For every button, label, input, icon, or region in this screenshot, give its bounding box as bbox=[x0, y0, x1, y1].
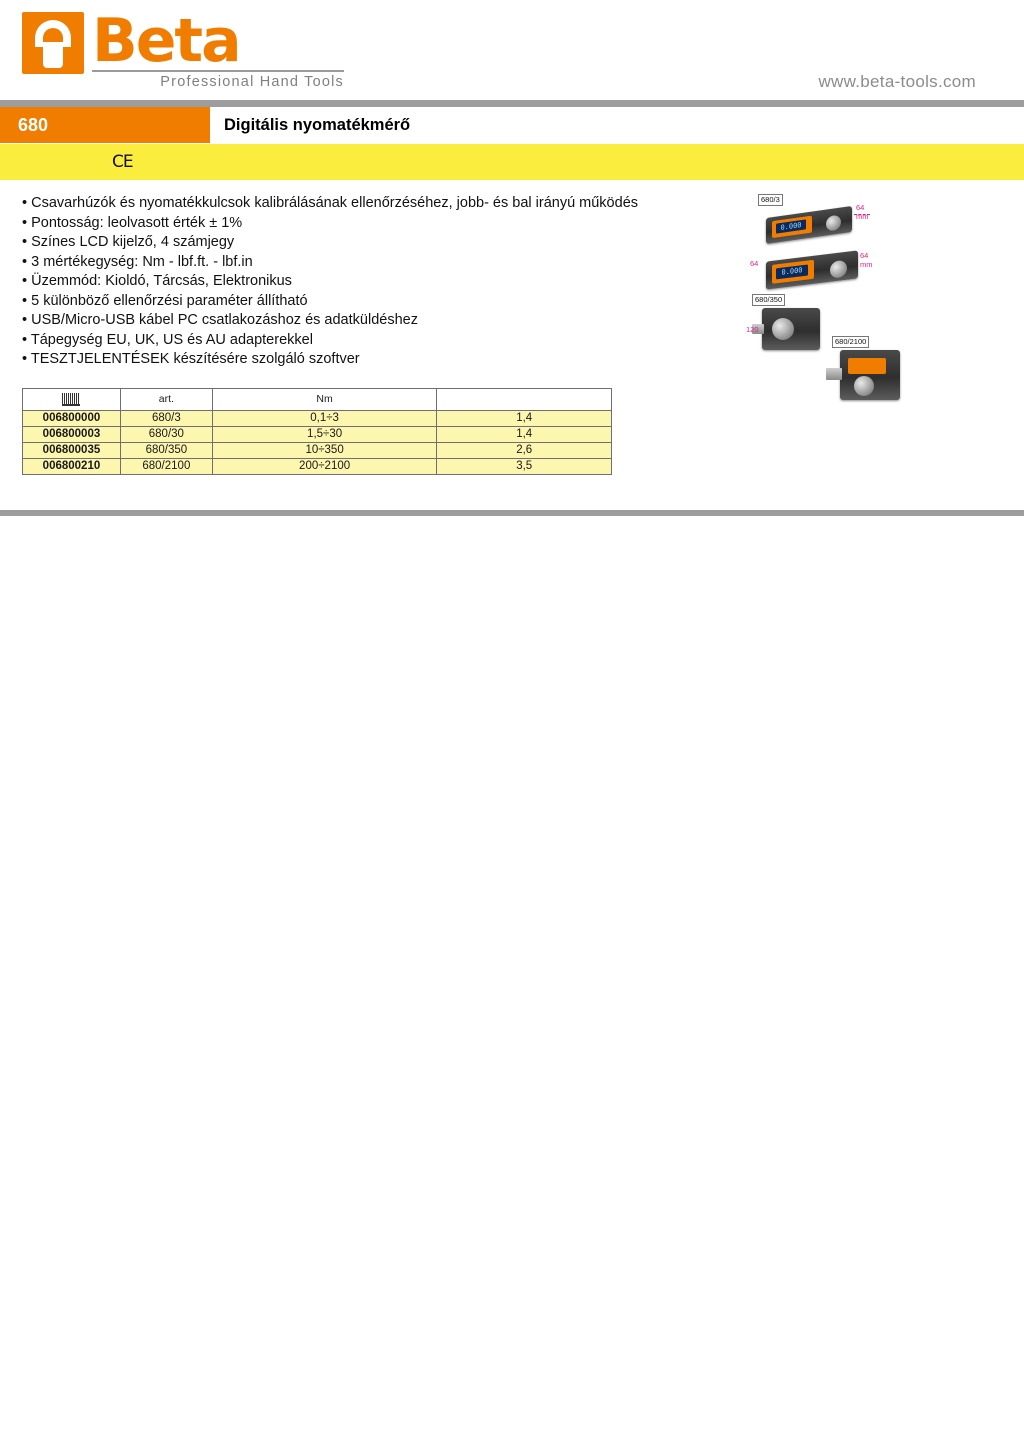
image-label: 680/3 bbox=[758, 194, 783, 206]
cell-nm: 10÷350 bbox=[212, 442, 437, 458]
image-label: 680/2100 bbox=[832, 336, 869, 348]
table-row bbox=[23, 410, 612, 426]
list-item: • 5 különböző ellenőrzési paraméter állítható bbox=[22, 292, 308, 309]
lcd-display: 0.000 bbox=[776, 219, 806, 233]
lcd-display: 0.000 bbox=[776, 264, 808, 279]
drive-square bbox=[826, 368, 842, 380]
list-item: • TESZTJELENTÉSEK készítésére szolgáló szoftver bbox=[22, 351, 360, 367]
product-image-680-2100 bbox=[818, 336, 928, 406]
cell-art: 680/2100 bbox=[120, 458, 212, 474]
brand-logo bbox=[22, 6, 344, 90]
cell-code: 006800000 bbox=[23, 410, 121, 426]
column-header-barcode bbox=[23, 388, 121, 410]
footer-divider bbox=[0, 510, 1024, 516]
dimension-unit: mm bbox=[860, 260, 873, 269]
dimension-unit: mm bbox=[856, 212, 869, 221]
cell-art: 680/350 bbox=[120, 442, 212, 458]
column-header-art: art. bbox=[120, 388, 212, 410]
list-item: • USB/Micro-USB kábel PC csatlakozáshoz és adatküldéshez bbox=[22, 312, 418, 328]
image-label: 680/350 bbox=[752, 294, 785, 306]
product-title-bar bbox=[0, 107, 1024, 144]
website-url: www.beta-tools.com bbox=[818, 72, 976, 91]
certification-band bbox=[0, 144, 1024, 180]
table-row bbox=[23, 426, 612, 442]
column-header-nm: Nm bbox=[212, 388, 437, 410]
table-row bbox=[23, 442, 612, 458]
product-image-680-3 bbox=[758, 195, 869, 246]
feature-list bbox=[22, 194, 662, 370]
dimension-label: 120 bbox=[746, 325, 759, 334]
product-table bbox=[22, 388, 612, 475]
list-item: • Üzemmód: Kioldó, Tárcsás, Elektronikus bbox=[22, 273, 292, 289]
ce-mark-icon: CE bbox=[112, 152, 133, 172]
cell-weight: 3,5 bbox=[437, 458, 612, 474]
cell-code: 006800003 bbox=[23, 426, 121, 442]
column-header-weight bbox=[437, 388, 612, 410]
product-image-panel bbox=[740, 188, 1000, 428]
dial-knob bbox=[826, 215, 841, 232]
page-title: Digitális nyomatékmérő bbox=[210, 107, 1024, 143]
cell-nm: 0,1÷3 bbox=[212, 410, 437, 426]
dial-knob bbox=[772, 318, 794, 340]
list-item: • Színes LCD kijelző, 4 számjegy bbox=[22, 234, 235, 250]
list-item: • 3 mértékegység: Nm - lbf.ft. - lbf.in bbox=[22, 253, 253, 270]
cell-nm: 1,5÷30 bbox=[212, 426, 437, 442]
table-row bbox=[23, 458, 612, 474]
barcode-icon bbox=[62, 393, 80, 406]
cell-art: 680/3 bbox=[120, 410, 212, 426]
cell-code: 006800210 bbox=[23, 458, 121, 474]
dimension-label: 64 bbox=[856, 203, 865, 212]
logo-tagline: Professional Hand Tools bbox=[92, 70, 344, 90]
cell-weight: 1,4 bbox=[437, 426, 612, 442]
dimension-label: 64 bbox=[750, 259, 759, 268]
cell-weight: 1,4 bbox=[437, 410, 612, 426]
list-item: • Pontosság: leolvasott érték ± 1% bbox=[22, 214, 243, 231]
dial-knob bbox=[830, 260, 847, 279]
list-item: • Tápegység EU, UK, US és AU adapterekkel bbox=[22, 331, 313, 348]
cell-weight: 2,6 bbox=[437, 442, 612, 458]
beta-logo-icon bbox=[22, 12, 84, 74]
logo-brand-text: Beta bbox=[92, 6, 240, 76]
product-code: 680 bbox=[0, 107, 210, 143]
list-item: • Csavarhúzók és nyomatékkulcsok kalibrálásának ellenőrzéséhez, jobb- és bal irányú működés bbox=[22, 195, 639, 211]
cell-nm: 200÷2100 bbox=[212, 458, 437, 474]
logo-text-block bbox=[92, 6, 344, 90]
cell-art: 680/30 bbox=[120, 426, 212, 442]
dial-knob bbox=[854, 376, 874, 396]
cell-code: 006800035 bbox=[23, 442, 121, 458]
product-content bbox=[0, 180, 1024, 475]
product-image-680-30 bbox=[750, 248, 873, 294]
dimension-label: 64 bbox=[860, 251, 869, 260]
header-divider bbox=[0, 100, 1024, 107]
page-header bbox=[0, 0, 1024, 100]
table-header-row bbox=[23, 388, 612, 410]
